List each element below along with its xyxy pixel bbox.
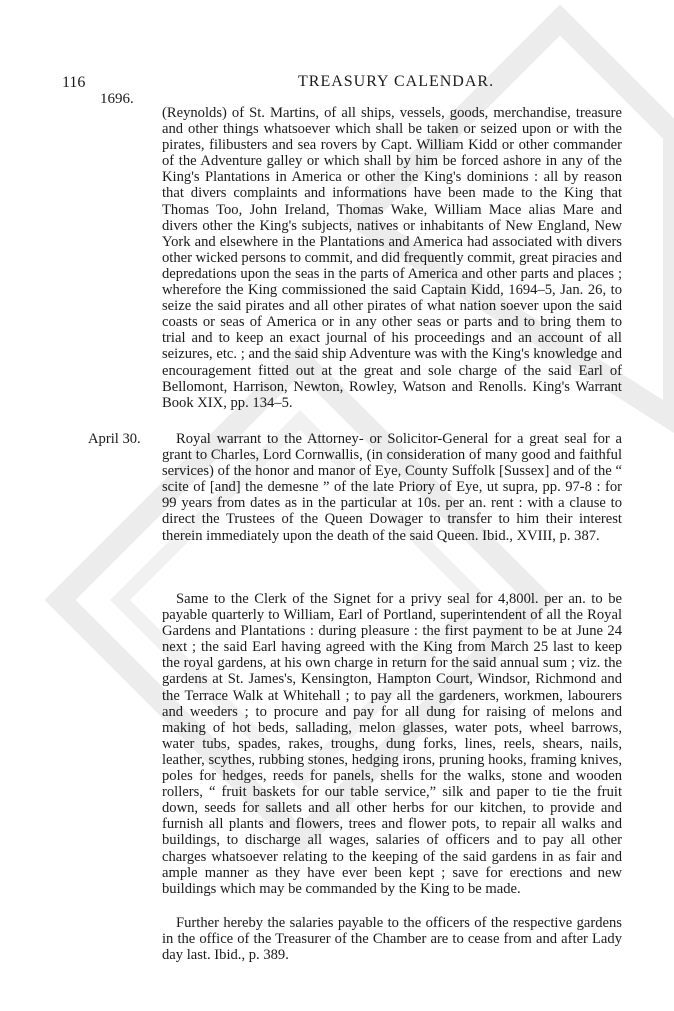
page-number: 116	[62, 74, 86, 91]
entry-paragraph-kidd: (Reynolds) of St. Martins, of all ships, vessels, goods, merchandise, treasure and other things whatsoever which shall be taken or seized upon or with the pirates, filibusters and sea rovers by Capt. William Kidd or other commander of the Adventure galley or which shall by him be forced ashore in any of the King's Plantations in America or other the King's dominions : all by reason that divers complaints and informations have been made to the King that Thomas Too, John Ireland, Thomas Wake, William Mace alias Mare and divers other the King's subjects, natives or inhabitants of New England, New York and elsewhere in the Plantations and America had associated with divers other wicked persons to commit, and did frequently commit, great piracies and depredations upon the seas in the parts of America and other parts and places ; wherefore the King commissioned the said Captain Kidd, 1694–5, Jan. 26, to seize the said pirates and all other pirates of what nation soever upon the said coasts or seas of America or in any other seas or parts and to bring them to trial and to keep an exact journal of his proceedings and an account of all seizures, etc. ; and the said ship Adventure was with the King's knowledge and encouragement fitted out at the great and sole charge of the said Earl of Bellomont, Harrison, Newton, Rowley, Watson and Renolls. King's Warrant Book XIX, pp. 134–5.	[162, 105, 622, 411]
entry-paragraph-portland: Same to the Clerk of the Signet for a privy seal for 4,800l. per an. to be payable quarterly to William, Earl of Portland, superintendent of all the Royal Gardens and Plantations : during pleasure : the first payment to be at June 24 next ; the said Earl having agreed with the King from March 25 last to keep the royal gardens, at his own charge in return for the said annual sum ; viz. the gardens at St. James's, Kensington, Hampton Court, Windsor, Richmond and the Terrace Walk at Whitehall ; to pay all the gardeners, workmen, labourers and weeders ; to procure and pay for all dung for raising of melons and making of hot beds, sallading, melon glasses, water pots, wheel barrows, water tubs, spades, rakes, troughs, dung forks, lines, reels, shears, nails, leather, scythes, rubbing stones, hedging irons, pruning hooks, framing knives, poles for hedges, reeds for panels, shells for the walks, stone and wooden rollers, “ fruit baskets for our table service,” silk and paper to tie the fruit down, seeds for sallets and all other herbs for our kitchen, to provide and furnish all plants and flowers, trees and flower pots, to repair all walks and buildings, to discharge all wages, salaries of officers and to pay all other charges whatsoever relating to the keeping of the said gardens in as fair and ample manner as they have ever been kept ; save for erections and new buildings which may be commanded by the King to be made.	[162, 591, 622, 897]
year-label: 1696.	[100, 91, 134, 107]
entry-date: April 30.	[88, 431, 141, 447]
running-title: TREASURY CALENDAR.	[298, 73, 495, 90]
entry-paragraph-salaries: Further hereby the salaries payable to the officers of the respective gardens in the office of the Treasurer of the Chamber are to cease from and after Lady day last. Ibid., p. 389.	[162, 915, 622, 964]
entry-paragraph-cornwallis: Royal warrant to the Attorney- or Solicitor-General for a great seal for a grant to Charles, Lord Cornwallis, (in consideration of many good and faithful services) of the honor and manor of Eye, County Suffolk [Sussex] and of the “ scite of [and] the demesne ” of the late Priory of Eye, ut supra, pp. 97-8 : for 99 years from dates as in the particular at 10s. per an. rent : with a clause to direct the Trustees of the Queen Dowager to transfer to him their interest therein immediately upon the death of the said Queen. Ibid., XVIII, p. 387.	[162, 431, 622, 544]
